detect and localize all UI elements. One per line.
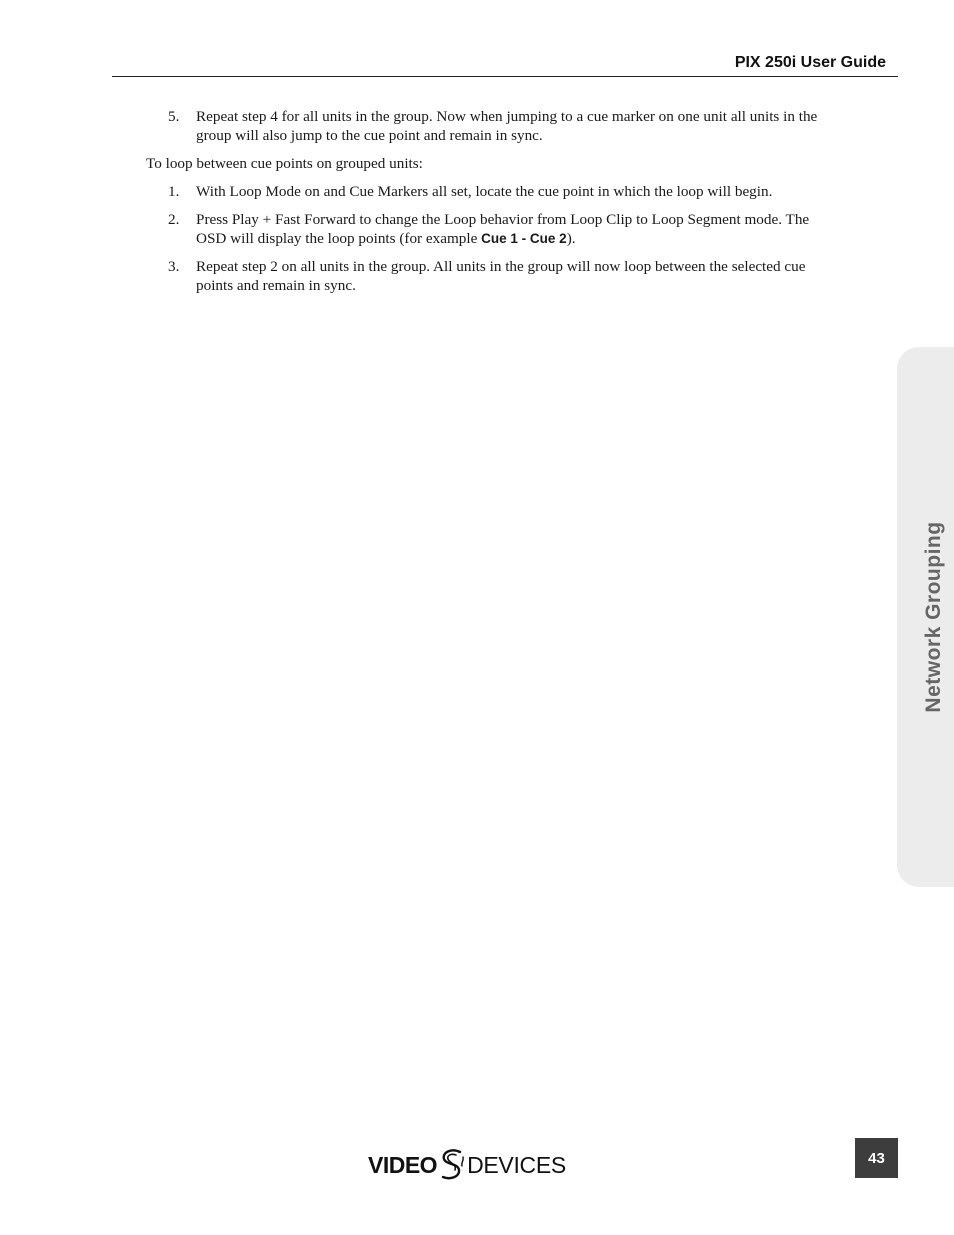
- step-number: 1.: [168, 183, 180, 200]
- step-text: Repeat step 2 on all units in the group. All units in the group will now loop between the selected cue points and remain in sync.: [196, 258, 806, 294]
- step-item: [146, 182, 836, 201]
- video-devices-logo: [368, 1148, 566, 1182]
- step-number: 5.: [168, 108, 180, 125]
- step-text-before: Press Play + Fast Forward to change the Loop behavior from Loop Clip to Loop Segment mode. The OSD will display the loop points (for example: [196, 211, 810, 247]
- header-title: PIX 250i User Guide: [734, 54, 886, 71]
- header-divider: [112, 76, 898, 77]
- step-number: 2.: [168, 211, 180, 228]
- intro-paragraph: To loop between cue points on grouped units:: [146, 155, 423, 172]
- step-text: With Loop Mode on and Cue Markers all set, locate the cue point in which the loop will begin.: [196, 183, 773, 200]
- page-number-badge: 43: [855, 1138, 898, 1178]
- step-item: [146, 107, 836, 145]
- osd-code-text: Cue 1 - Cue 2: [481, 231, 567, 246]
- logo-text-video: VIDEO: [368, 1151, 438, 1178]
- swirl-s-icon: [438, 1148, 466, 1182]
- step-item: [146, 210, 836, 248]
- step-text: Repeat step 4 for all units in the group. Now when jumping to a cue marker on one unit all units in the group will also jump to the cue point and remain in sync.: [196, 108, 818, 144]
- section-tab: [897, 347, 954, 887]
- logo-text-devices: DEVICES: [467, 1151, 566, 1178]
- section-tab-label: Network Grouping: [921, 521, 945, 713]
- step-number: 3.: [168, 258, 180, 275]
- body-text: [146, 107, 836, 304]
- step-item: [146, 257, 836, 295]
- step-text-after: ).: [566, 230, 576, 247]
